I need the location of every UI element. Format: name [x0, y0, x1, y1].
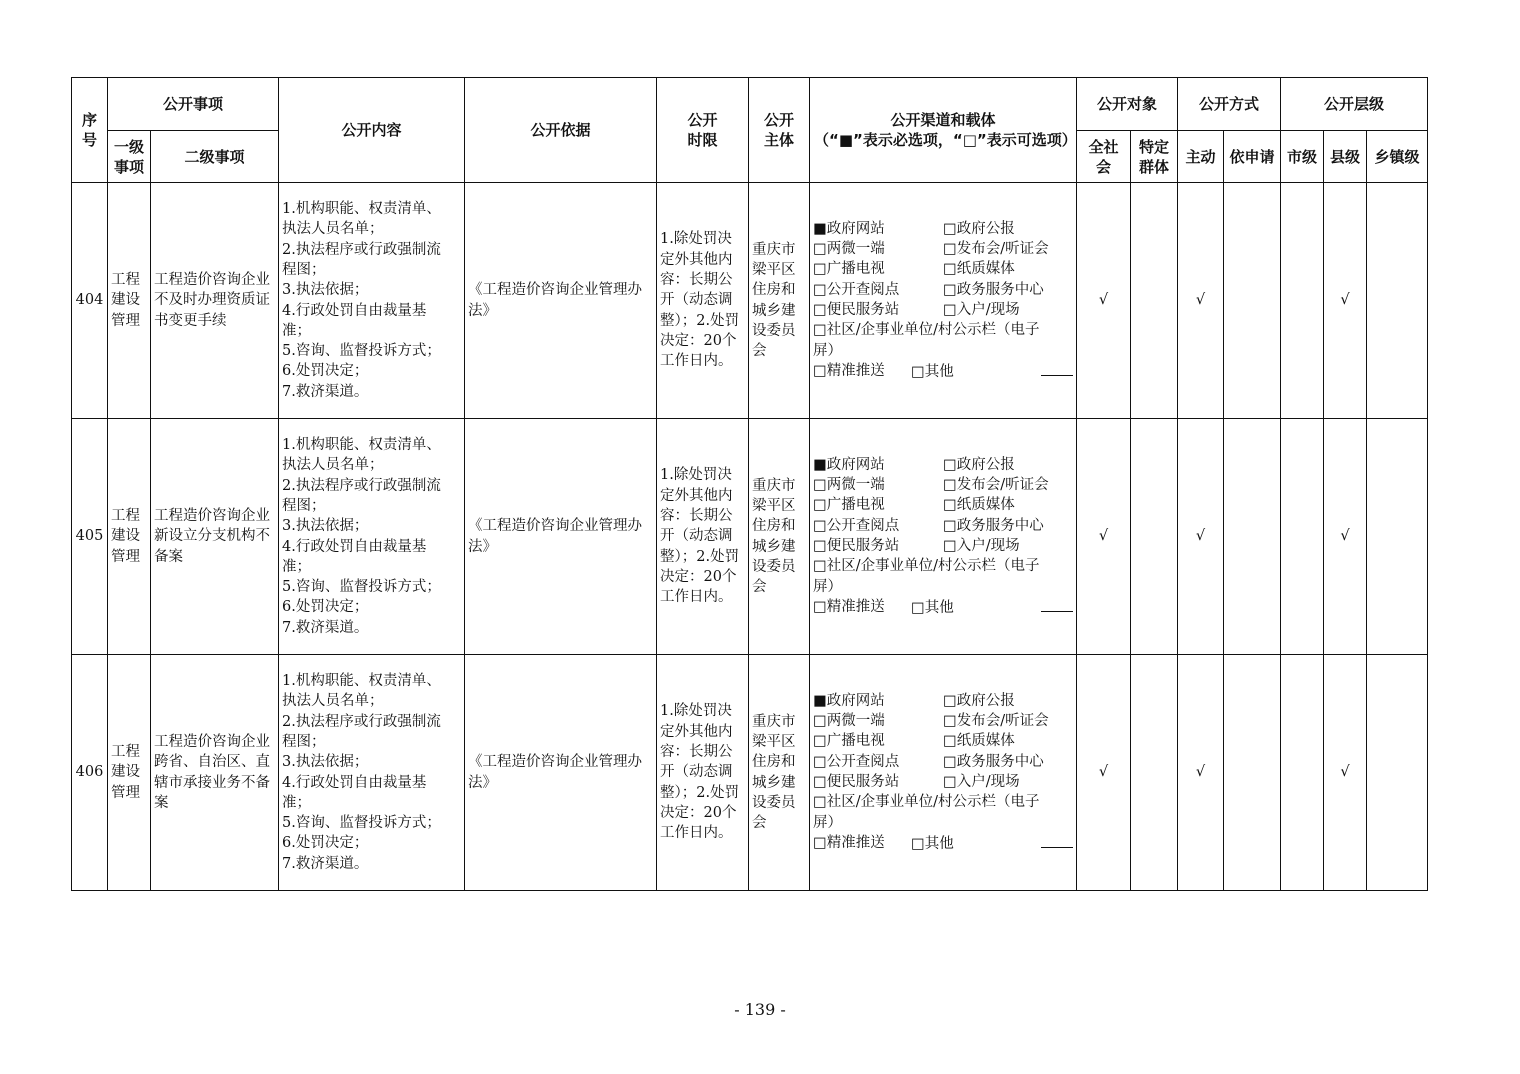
- row-channels: [810, 419, 1077, 655]
- content-line: 1.机构职能、权责清单、: [282, 673, 441, 690]
- channel-other-label: □其他: [911, 363, 954, 380]
- header-target-all: 全社 会: [1077, 131, 1131, 183]
- header-method: 公开方式: [1178, 78, 1281, 131]
- row-time-limit: 1.除处罚决定外其他内容：长期公开（动态调整）；2.处罚决定：20个工作日内。: [657, 419, 749, 655]
- header-channel-title: 公开渠道和载体: [890, 111, 996, 129]
- row-level-city: [1281, 419, 1324, 655]
- content-line: 执法人员名单；: [282, 221, 384, 238]
- row-content: [279, 183, 465, 419]
- channel-two-micro: □两微一端: [813, 477, 885, 494]
- row-method-apply: [1224, 655, 1281, 891]
- channel-public-reading: □公开查阅点: [813, 281, 900, 298]
- row-seq: 406: [72, 655, 108, 891]
- table-row: [72, 419, 1428, 655]
- channel-two-micro: □两微一端: [813, 713, 885, 730]
- content-line: 执法人员名单；: [282, 693, 384, 710]
- header-method-apply: 依申请: [1224, 131, 1281, 183]
- content-line: 准；: [282, 322, 312, 339]
- channel-other: [911, 833, 1073, 854]
- table-row: [72, 183, 1428, 419]
- header-target-specific: 特定 群体: [1131, 131, 1178, 183]
- row-content: [279, 655, 465, 891]
- content-line: 准；: [282, 558, 312, 575]
- channel-public-reading: □公开查阅点: [813, 753, 900, 770]
- channel-service-center: □政务服务中心: [943, 517, 1044, 534]
- row-level-county: √: [1324, 655, 1367, 891]
- channel-other: [911, 597, 1073, 618]
- channel-push: □精准推送: [813, 598, 885, 615]
- channel-push: □精准推送: [813, 834, 885, 851]
- channel-community-cont: 屏）: [813, 342, 843, 359]
- row-target-specific: [1131, 655, 1178, 891]
- channel-broadcast: □广播电视: [813, 497, 885, 514]
- channel-broadcast: □广播电视: [813, 733, 885, 750]
- channel-paper-media: □纸质媒体: [943, 497, 1015, 514]
- page-number: - 139 -: [734, 1000, 786, 1019]
- header-channel: [810, 78, 1077, 183]
- content-line: 2.执法程序或行政强制流: [282, 477, 441, 494]
- channel-gov-website: ■政府网站: [813, 456, 885, 473]
- content-line: 5.咨询、监督投诉方式；: [282, 579, 441, 596]
- channel-paper-media: □纸质媒体: [943, 261, 1015, 278]
- row-subject: 重庆市梁平区住房和城乡建设委员会: [749, 419, 810, 655]
- disclosure-table: [71, 77, 1428, 891]
- channel-broadcast: □广播电视: [813, 261, 885, 278]
- channel-gov-gazette: □政府公报: [943, 220, 1015, 237]
- content-line: 3.执法依据；: [282, 754, 369, 771]
- table-row: [72, 655, 1428, 891]
- header-level1: 一级 事项: [108, 131, 151, 183]
- channel-press-hearing: □发布会/听证会: [943, 241, 1049, 258]
- header-row-1: [72, 78, 1428, 131]
- content-line: 3.执法依据；: [282, 282, 369, 299]
- content-line: 程图；: [282, 261, 326, 278]
- content-line: 3.执法依据；: [282, 518, 369, 535]
- row-basis: 《工程造价咨询企业管理办法》: [465, 183, 657, 419]
- content-line: 2.执法程序或行政强制流: [282, 713, 441, 730]
- row-channels: [810, 655, 1077, 891]
- content-line: 4.行政处罚自由裁量基: [282, 538, 427, 555]
- channel-other: [911, 361, 1073, 382]
- header-subject: 公开 主体: [749, 78, 810, 183]
- content-line: 7.救济渠道。: [282, 855, 369, 872]
- content-line: 6.处罚决定；: [282, 599, 369, 616]
- channel-household: □入户/现场: [943, 538, 1020, 554]
- row-subject: 重庆市梁平区住房和城乡建设委员会: [749, 183, 810, 419]
- content-line: 5.咨询、监督投诉方式；: [282, 815, 441, 832]
- row-level-town: [1367, 655, 1428, 891]
- header-method-active: 主动: [1178, 131, 1224, 183]
- content-line: 程图；: [282, 497, 326, 514]
- channel-push: □精准推送: [813, 362, 885, 379]
- row-content: [279, 419, 465, 655]
- channel-service-station: □便民服务站: [813, 302, 900, 318]
- row-seq: 405: [72, 419, 108, 655]
- content-line: 程图；: [282, 733, 326, 750]
- row-level1: 工程建设管理: [108, 183, 151, 419]
- channel-other-label: □其他: [911, 599, 954, 616]
- header-level-town: 乡镇级: [1367, 131, 1428, 183]
- row-target-all: √: [1077, 419, 1131, 655]
- channel-community: □社区/企事业单位/村公示栏（电子: [813, 558, 1040, 575]
- row-level2: 工程造价咨询企业跨省、自治区、直辖市承接业务不备案: [151, 655, 279, 891]
- row-level-town: [1367, 183, 1428, 419]
- row-level1: 工程建设管理: [108, 655, 151, 891]
- blank-underline: [1041, 833, 1073, 848]
- header-level2: 二级事项: [151, 131, 279, 183]
- header-target: 公开对象: [1077, 78, 1178, 131]
- channel-gov-website: ■政府网站: [813, 220, 885, 237]
- header-level-city: 市级: [1281, 131, 1324, 183]
- header-level: 公开层级: [1281, 78, 1428, 131]
- content-line: 1.机构职能、权责清单、: [282, 437, 441, 454]
- row-channels: [810, 183, 1077, 419]
- channel-public-reading: □公开查阅点: [813, 517, 900, 534]
- row-time-limit: 1.除处罚决定外其他内容：长期公开（动态调整）；2.处罚决定：20个工作日内。: [657, 183, 749, 419]
- row-method-active: √: [1178, 183, 1224, 419]
- row-method-active: √: [1178, 655, 1224, 891]
- channel-household: □入户/现场: [943, 302, 1020, 318]
- header-content: 公开内容: [279, 78, 465, 183]
- row-level-county: √: [1324, 419, 1367, 655]
- row-level-county: √: [1324, 183, 1367, 419]
- channel-other-label: □其他: [911, 835, 954, 852]
- header-channel-note: （“■”表示必选项，“□”表示可选项）: [814, 131, 1077, 149]
- blank-underline: [1041, 361, 1073, 376]
- channel-service-station: □便民服务站: [813, 538, 900, 554]
- content-line: 6.处罚决定；: [282, 363, 369, 380]
- channel-community-cont: 屏）: [813, 814, 843, 831]
- row-level-city: [1281, 183, 1324, 419]
- row-method-apply: [1224, 419, 1281, 655]
- channel-service-station: □便民服务站: [813, 774, 900, 790]
- content-line: 4.行政处罚自由裁量基: [282, 302, 427, 319]
- content-line: 准；: [282, 794, 312, 811]
- row-method-active: √: [1178, 419, 1224, 655]
- content-line: 6.处罚决定；: [282, 835, 369, 852]
- channel-service-center: □政务服务中心: [943, 753, 1044, 770]
- row-level2: 工程造价咨询企业不及时办理资质证书变更手续: [151, 183, 279, 419]
- content-line: 5.咨询、监督投诉方式；: [282, 343, 441, 360]
- row-target-all: √: [1077, 183, 1131, 419]
- header-basis: 公开依据: [465, 78, 657, 183]
- channel-two-micro: □两微一端: [813, 241, 885, 258]
- header-seq: 序 号: [72, 78, 108, 183]
- channel-press-hearing: □发布会/听证会: [943, 713, 1049, 730]
- content-line: 7.救济渠道。: [282, 619, 369, 636]
- content-line: 4.行政处罚自由裁量基: [282, 774, 427, 791]
- content-line: 7.救济渠道。: [282, 383, 369, 400]
- channel-gov-gazette: □政府公报: [943, 456, 1015, 473]
- row-seq: 404: [72, 183, 108, 419]
- blank-underline: [1041, 597, 1073, 612]
- row-basis: 《工程造价咨询企业管理办法》: [465, 655, 657, 891]
- row-time-limit: 1.除处罚决定外其他内容：长期公开（动态调整）；2.处罚决定：20个工作日内。: [657, 655, 749, 891]
- row-level-town: [1367, 419, 1428, 655]
- row-level2: 工程造价咨询企业新设立分支机构不备案: [151, 419, 279, 655]
- channel-paper-media: □纸质媒体: [943, 733, 1015, 750]
- content-line: 执法人员名单；: [282, 457, 384, 474]
- channel-press-hearing: □发布会/听证会: [943, 477, 1049, 494]
- row-level-city: [1281, 655, 1324, 891]
- channel-community: □社区/企事业单位/村公示栏（电子: [813, 794, 1040, 811]
- channel-gov-gazette: □政府公报: [943, 692, 1015, 709]
- row-target-all: √: [1077, 655, 1131, 891]
- content-line: 1.机构职能、权责清单、: [282, 201, 441, 218]
- row-level1: 工程建设管理: [108, 419, 151, 655]
- header-public-item: 公开事项: [108, 78, 279, 131]
- content-line: 2.执法程序或行政强制流: [282, 241, 441, 258]
- channel-community-cont: 屏）: [813, 578, 843, 595]
- row-target-specific: [1131, 183, 1178, 419]
- header-level-county: 县级: [1324, 131, 1367, 183]
- channel-community: □社区/企事业单位/村公示栏（电子: [813, 322, 1040, 339]
- header-time-limit: 公开 时限: [657, 78, 749, 183]
- row-method-apply: [1224, 183, 1281, 419]
- row-subject: 重庆市梁平区住房和城乡建设委员会: [749, 655, 810, 891]
- channel-household: □入户/现场: [943, 774, 1020, 790]
- row-basis: 《工程造价咨询企业管理办法》: [465, 419, 657, 655]
- row-target-specific: [1131, 419, 1178, 655]
- channel-service-center: □政务服务中心: [943, 281, 1044, 298]
- channel-gov-website: ■政府网站: [813, 692, 885, 709]
